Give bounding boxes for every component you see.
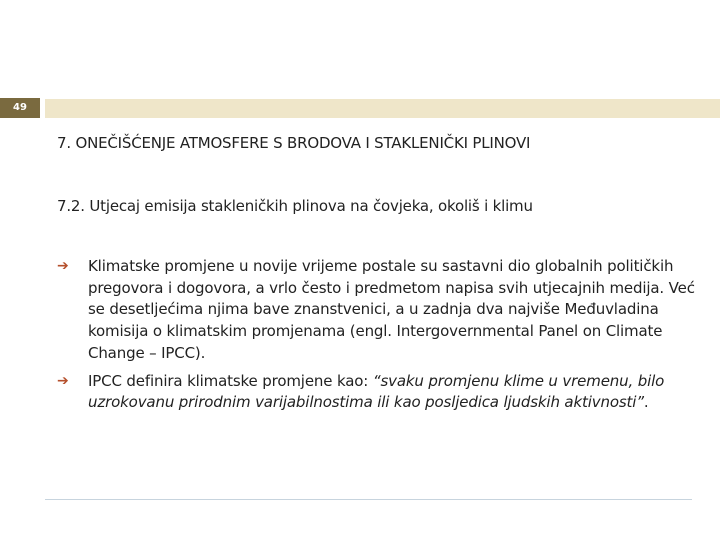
bullet-text: Klimatske promjene u novije vrijeme postale su sastavni dio globalnih političkih pregovora i dogovora, a vrlo često i predmetom napisa svih utjecajnih medija. Već se desetljećima njima bave znanstvenici, a u zadnja dva najviše Međuvladina komisija o klimatskim promjenama (engl. Intergovernmental Panel on Climate Change – IPCC). <box>88 257 695 362</box>
slide-heading: 7. ONEČIŠĆENJE ATMOSFERE S BRODOVA I STAKLENIČKI PLINOVI <box>57 134 531 152</box>
bullet-item <box>57 256 697 365</box>
page-number-badge <box>0 98 40 118</box>
slide-subheading: 7.2. Utjecaj emisija stakleničkih plinova na čovjeka, okoliš i klimu <box>57 197 533 215</box>
page-number: 49 <box>13 102 27 113</box>
bullet-list <box>57 256 697 420</box>
footer-divider <box>45 499 692 500</box>
arrow-right-icon: ➔ <box>57 258 69 274</box>
bullet-text-plain: IPCC definira klimatske promjene kao: <box>88 371 373 390</box>
header-bar <box>45 99 720 118</box>
bullet-text-end: . <box>643 393 649 412</box>
bullet-text-quote: “svaku promjenu klime u vremenu, bilo uzrokovanu prirodnim varijabilnostima ili kao posljedica ljudskih aktivnosti” <box>88 371 665 412</box>
bullet-item <box>57 371 697 414</box>
arrow-right-icon: ➔ <box>57 372 69 389</box>
